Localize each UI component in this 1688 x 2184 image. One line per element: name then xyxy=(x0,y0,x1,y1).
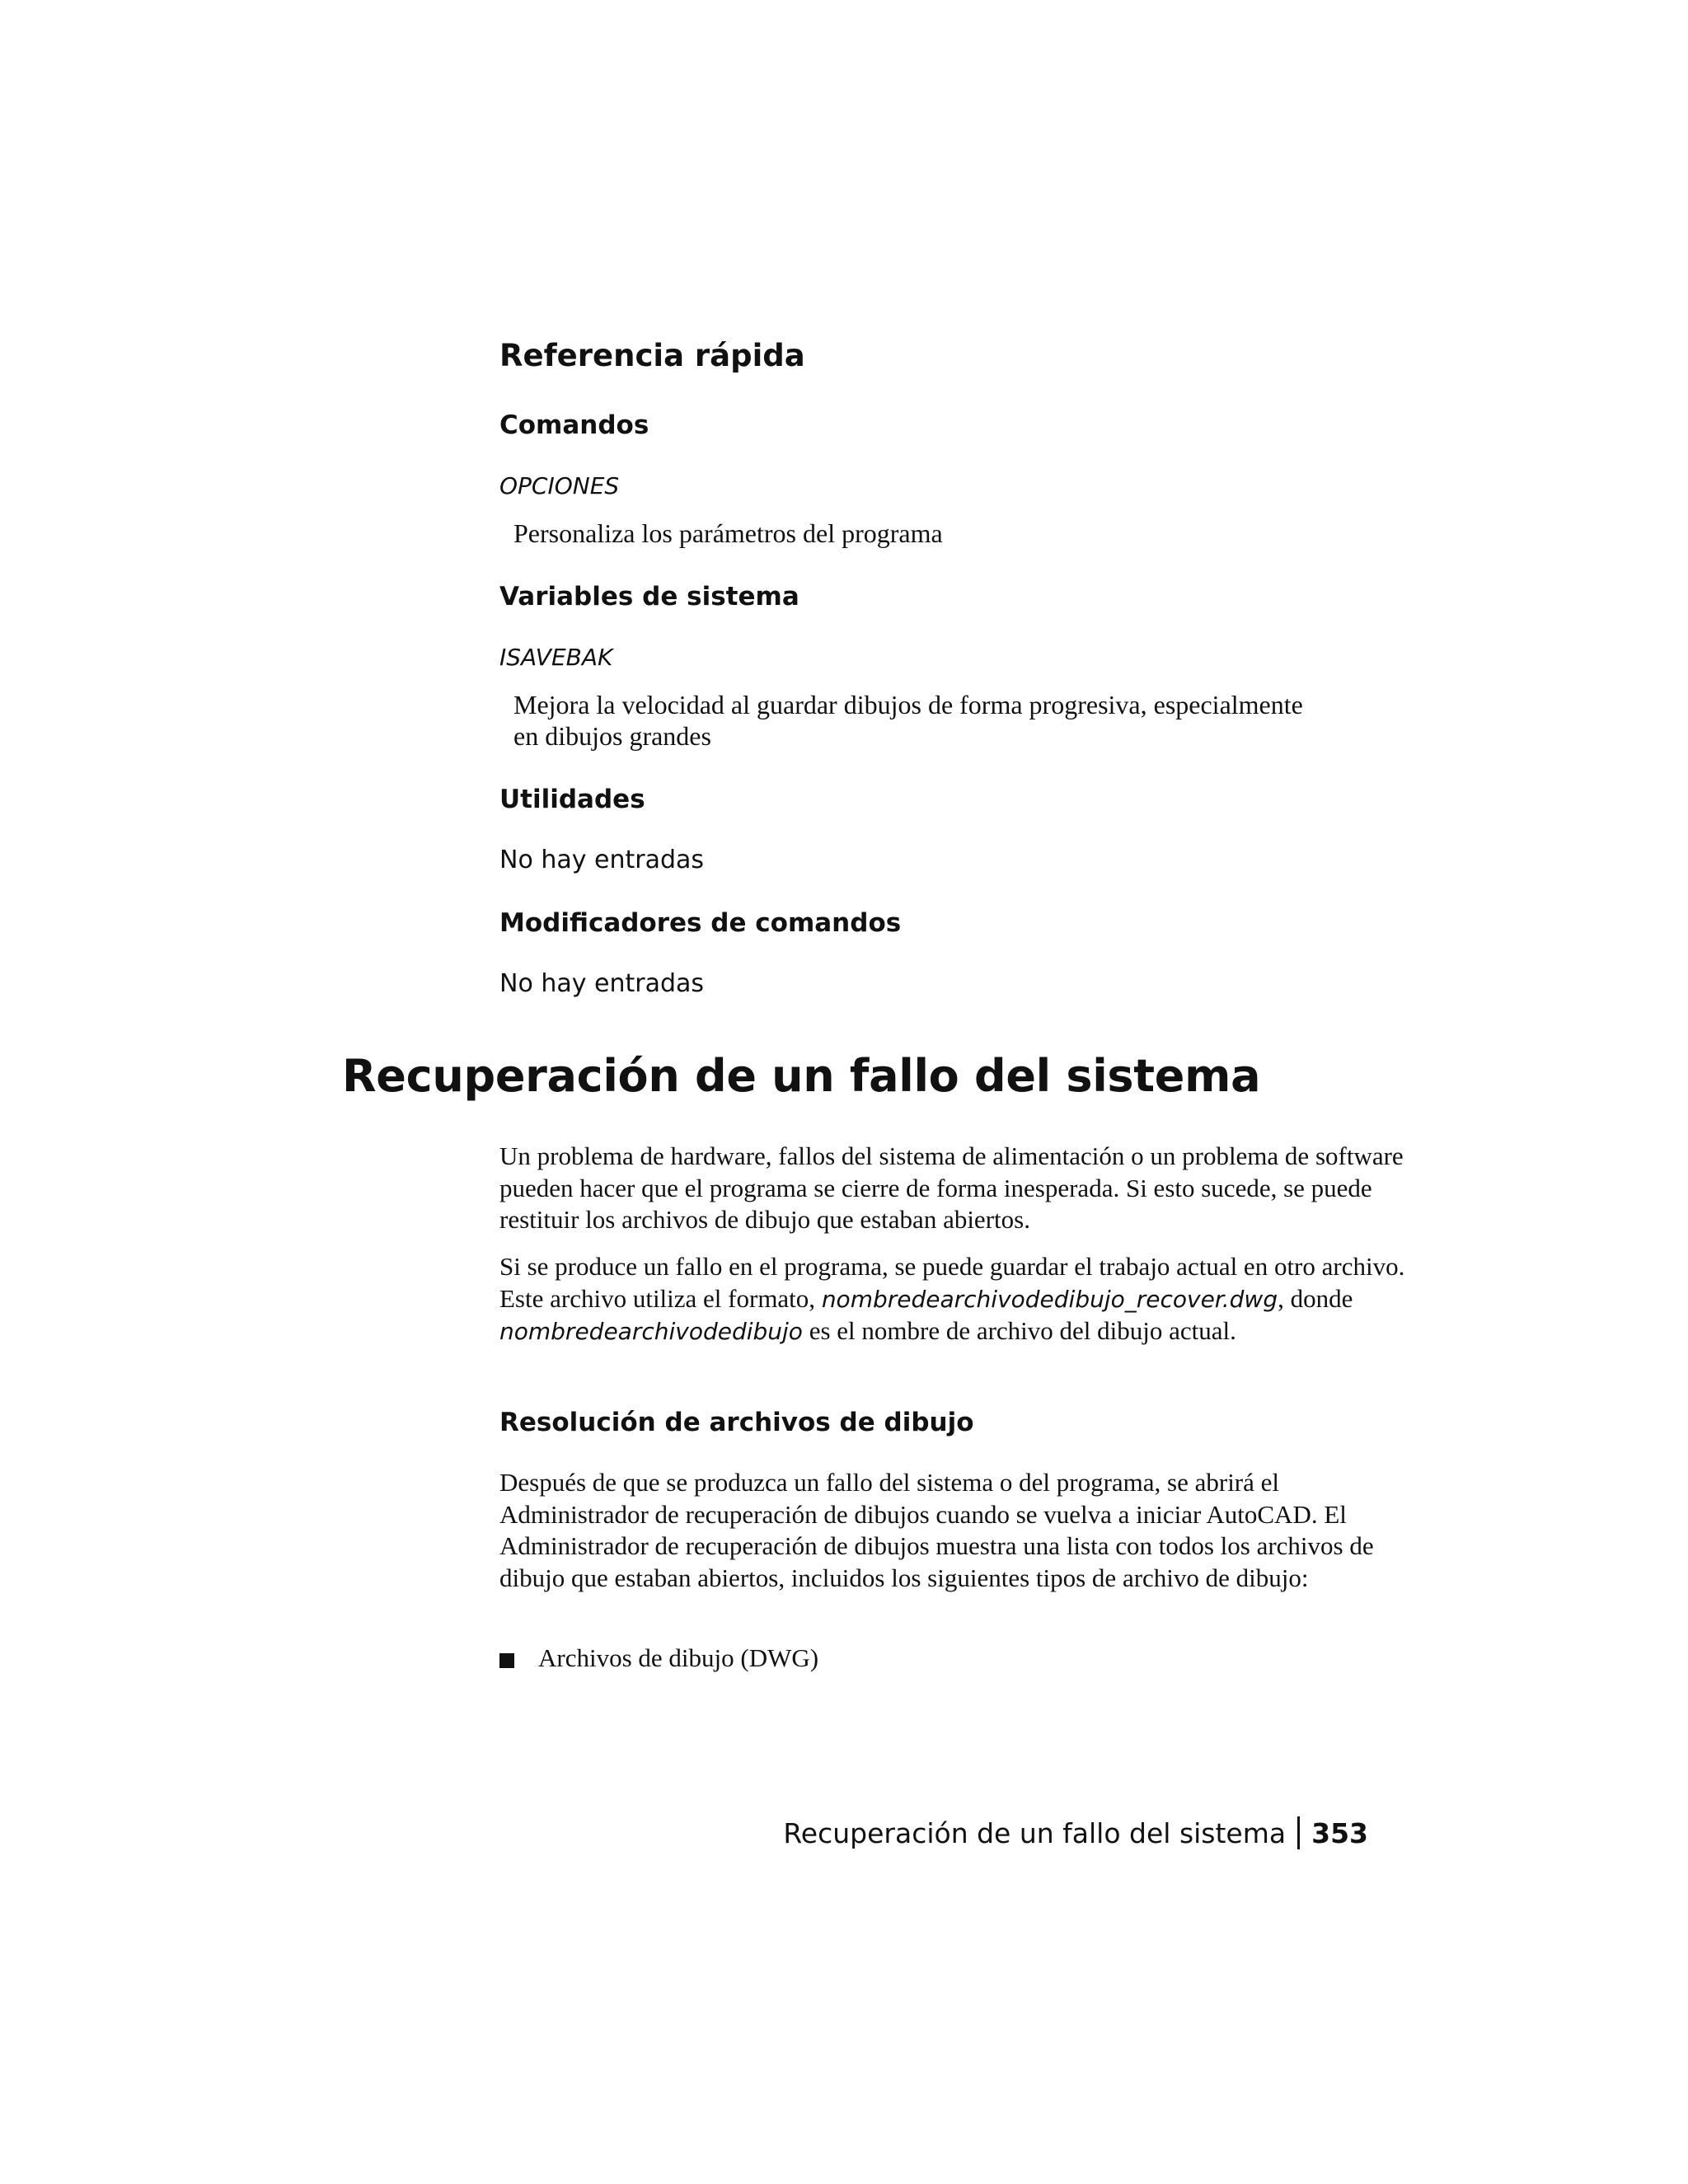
paragraph-2-mid: , donde xyxy=(1278,1283,1353,1313)
paragraph-2 xyxy=(499,1251,1414,1348)
paragraph-3: Después de que se produzca un fallo del sistema o del programa, se abrirá el Administrador de recuperación de dibujos cuando se vuelva a iniciar AutoCAD. El Administrador de recuperación de dibujos muestra una lista con todos los archivos de dibujo que estaban abiertos, incluidos los siguientes tipos de archivo de dibujo: xyxy=(499,1468,1374,1592)
system-variable-description-line2: en dibujos grandes xyxy=(513,721,711,751)
command-modifiers-heading: Modificadores de comandos xyxy=(499,908,902,938)
paragraph-2-end: es el nombre de archivo del dibujo actual. xyxy=(809,1316,1236,1345)
page-number: 353 xyxy=(1311,1817,1368,1849)
paragraph-2-filename: nombredearchivodedibujo_recover.dwg xyxy=(821,1285,1278,1313)
utilities-heading: Utilidades xyxy=(499,785,645,814)
quick-reference-heading: Referencia rápida xyxy=(499,338,805,373)
page-footer xyxy=(783,1816,1368,1849)
command-name: OPCIONES xyxy=(499,472,620,499)
system-variable-description-line1: Mejora la velocidad al guardar dibujos de forma progresiva, especialmente xyxy=(513,690,1303,719)
paragraph-2-start: Si se produce un fallo en el programa, se puede guardar el trabajo actual en otro archivo. Este archivo utiliza el formato, xyxy=(499,1252,1405,1313)
footer-title: Recuperación de un fallo del sistema xyxy=(783,1817,1287,1849)
system-variable-name: ISAVEBAK xyxy=(499,644,613,671)
system-variables-heading: Variables de sistema xyxy=(499,582,799,612)
utilities-text: No hay entradas xyxy=(499,846,705,874)
footer-separator xyxy=(1297,1816,1300,1849)
command-modifiers-text: No hay entradas xyxy=(499,969,705,998)
paragraph-2-name: nombredearchivodedibujo xyxy=(499,1318,803,1345)
paragraph-1: Un problema de hardware, fallos del sistema de alimentación o un problema de software pueden hacer que el programa se cierre de forma inesperada. Si esto sucede, se puede restituir los archivos de dibujo que estaban abiertos. xyxy=(499,1141,1404,1234)
command-description: Personaliza los parámetros del programa xyxy=(513,518,943,548)
resolution-subheading: Resolución de archivos de dibujo xyxy=(499,1408,974,1437)
bullet-square-icon xyxy=(499,1653,514,1668)
section-title: Recuperación de un fallo del sistema xyxy=(342,1050,1261,1102)
list-item: Archivos de dibujo (DWG) xyxy=(538,1643,819,1672)
commands-heading: Comandos xyxy=(499,410,649,440)
